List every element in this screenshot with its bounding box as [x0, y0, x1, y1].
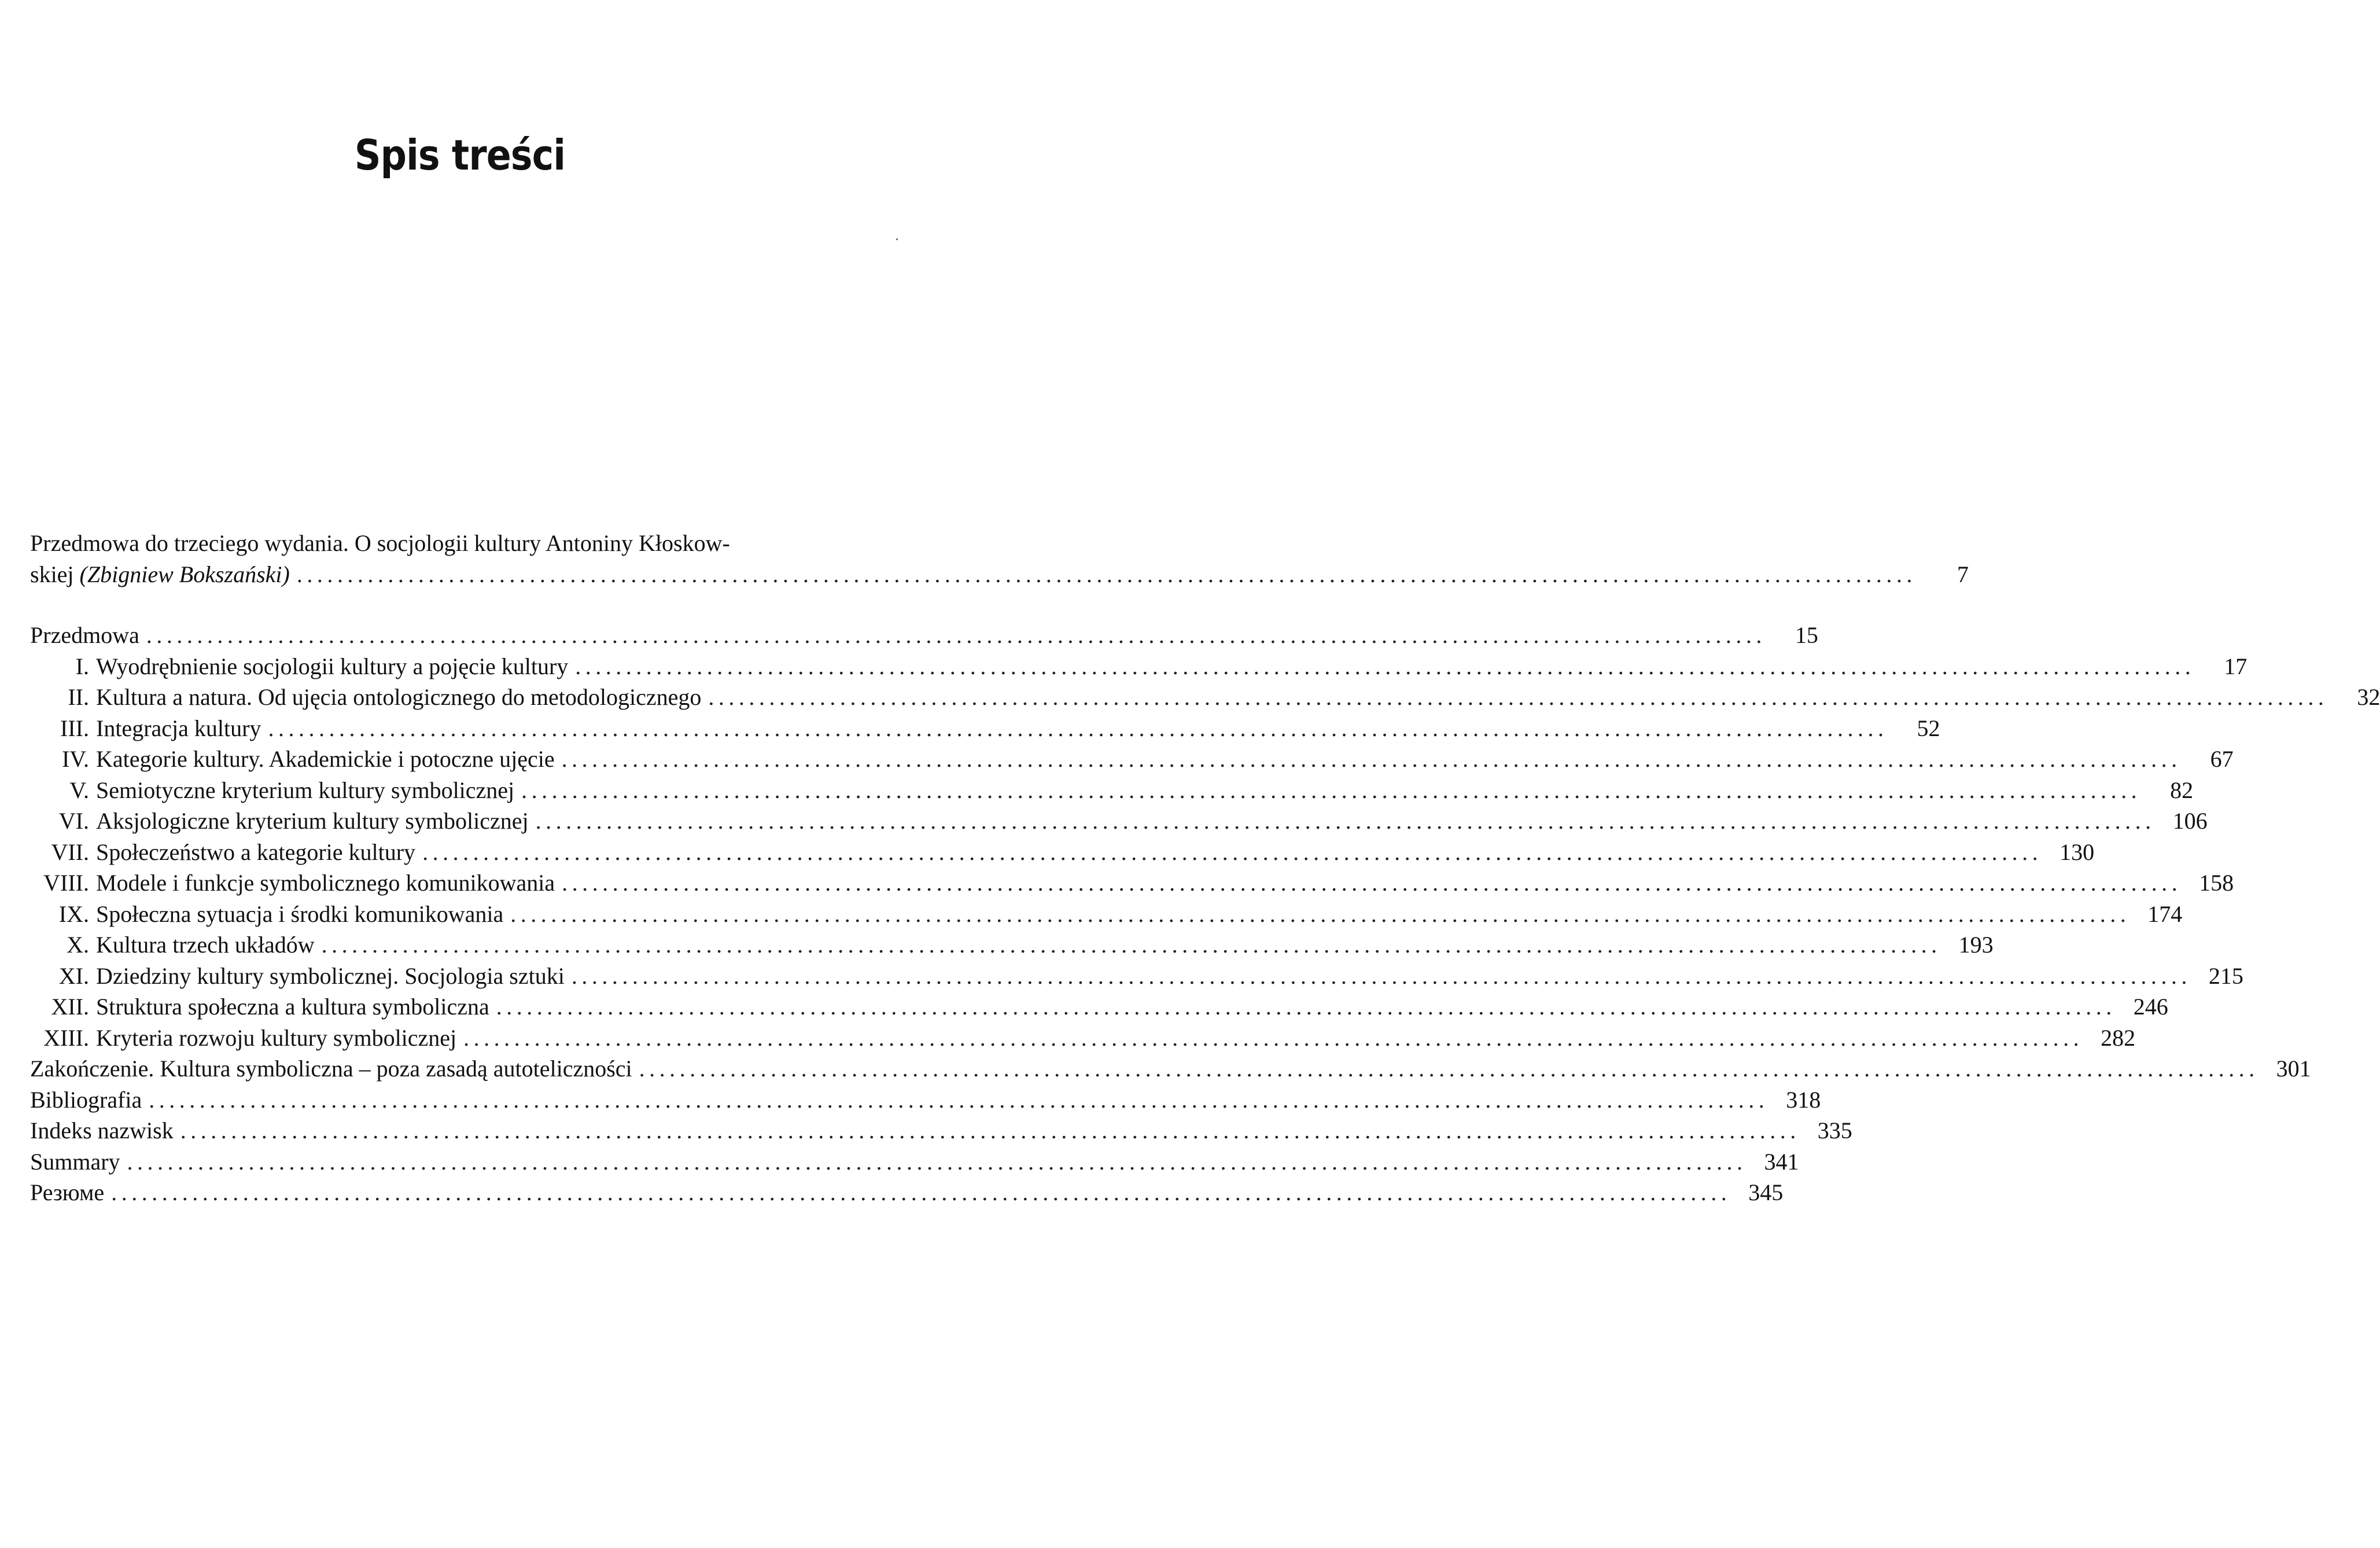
toc-entry-text: Indeks nazwisk — [30, 1117, 174, 1143]
toc-entry — [30, 867, 2234, 899]
toc-entry — [30, 775, 2194, 806]
toc-entry — [30, 1084, 1821, 1116]
toc-leader-dots: ................................................................................................................................................................ — [510, 900, 2131, 927]
toc-entry-text: Społeczeństwo a kategorie kultury — [96, 839, 416, 865]
toc-chapter-number: VIII. — [43, 870, 89, 896]
toc-entry — [30, 1053, 2311, 1084]
toc-leader-dots: ................................................................................................................................................................ — [496, 994, 2116, 1020]
toc-entry-text: Резюме — [30, 1179, 105, 1205]
toc-entry-text: Społeczna sytuacja i środki komunikowania — [96, 900, 504, 927]
toc-page-number: 246 — [2133, 994, 2168, 1020]
toc-entry — [30, 713, 1940, 744]
toc-page-number: 67 — [2210, 746, 2234, 772]
toc-page-number: 341 — [1764, 1148, 1799, 1175]
toc-entry — [30, 1115, 1852, 1146]
toc-chapter-number: VII. — [51, 839, 89, 865]
toc-chapter-number: IX. — [58, 900, 89, 927]
toc-page-number: 7 — [1957, 561, 1969, 587]
toc-entry-text: Przedmowa do trzeciego wydania. O socjologii kultury Antoniny Kłoskow- — [30, 530, 730, 556]
toc-leader-dots: ................................................................................................................................................................ — [561, 746, 2182, 772]
toc-leader-dots: ................................................................................................................................................................ — [708, 684, 2329, 710]
toc-leader-dots: ................................................................................................................................................................ — [571, 962, 2191, 989]
toc-entry-text: Bibliografia — [30, 1086, 142, 1113]
toc-page-number: 345 — [1748, 1179, 1784, 1205]
toc-leader-dots: ................................................................................................................................................................ — [268, 715, 1888, 741]
toc-entry — [30, 1177, 1784, 1208]
toc-page-number: 318 — [1786, 1086, 1821, 1113]
toc-entry-author: (Zbigniew Bokszański) — [79, 561, 290, 587]
table-of-contents — [30, 528, 2380, 1208]
toc-leader-dots: ................................................................................................................................................................ — [521, 777, 2142, 803]
toc-entry-text: skiej (Zbigniew Bokszański) — [30, 561, 290, 587]
toc-leader-dots: ................................................................................................................................................................ — [146, 622, 1766, 648]
toc-entry-text: Struktura społeczna a kultura symboliczna — [96, 994, 489, 1020]
toc-page-number: 335 — [1817, 1117, 1852, 1143]
toc-chapter-number: V. — [69, 777, 89, 803]
toc-entries — [30, 620, 2380, 1208]
toc-entry — [30, 682, 2380, 713]
page-title: Spis treści — [354, 131, 566, 179]
toc-page-number: 52 — [1917, 715, 1940, 741]
toc-leader-dots: ................................................................................................................................................................ — [296, 561, 1917, 587]
toc-entry — [30, 620, 1818, 651]
toc-entry-text: Kryteria rozwoju kultury symbolicznej — [96, 1024, 457, 1051]
toc-entry — [30, 806, 2208, 837]
toc-page-number: 130 — [2060, 839, 2095, 865]
toc-entry — [30, 1023, 2136, 1054]
toc-entry — [30, 744, 2234, 775]
toc-page-number: 82 — [2170, 777, 2194, 803]
toc-leader-dots: ................................................................................................................................................................ — [127, 1148, 1747, 1175]
toc-leader-dots: ................................................................................................................................................................ — [535, 808, 2156, 834]
toc-leader-dots: ................................................................................................................................................................ — [639, 1056, 2259, 1082]
toc-leader-dots: ................................................................................................................................................................ — [321, 932, 1941, 958]
toc-chapter-number: III. — [60, 715, 89, 741]
toc-entry-preface-third-edition — [30, 528, 1969, 590]
toc-entry — [30, 651, 2248, 682]
toc-entry-text: Kultura a natura. Od ujęcia ontologicznego do metodologicznego — [96, 684, 702, 710]
toc-entry — [30, 929, 1994, 961]
toc-leader-dots: ................................................................................................................................................................ — [149, 1086, 1769, 1113]
toc-leader-dots: ................................................................................................................................................................ — [422, 839, 2043, 865]
toc-chapter-number: XII. — [51, 994, 89, 1020]
toc-chapter-number: XI. — [58, 962, 89, 989]
toc-page-number: 193 — [1958, 932, 1994, 958]
toc-entry-text: Wyodrębnienie socjologii kultury a pojęcie kultury — [96, 653, 569, 679]
toc-entry-text: Summary — [30, 1148, 120, 1175]
toc-leader-dots: ................................................................................................................................................................ — [463, 1024, 2084, 1051]
toc-spacer — [30, 590, 899, 620]
scan-speck — [896, 238, 898, 240]
toc-chapter-number: XIII. — [43, 1024, 89, 1051]
toc-entry — [30, 899, 2183, 930]
toc-entry-text: Aksjologiczne kryterium kultury symbolicznej — [96, 808, 529, 834]
toc-entry — [30, 837, 2095, 868]
toc-page-number: 17 — [2224, 653, 2248, 679]
toc-entry-text: Zakończenie. Kultura symboliczna – poza zasadą autoteliczności — [30, 1056, 632, 1082]
toc-entry-text: Przedmowa — [30, 622, 139, 648]
toc-page-number: 301 — [2276, 1056, 2311, 1082]
toc-page-number: 32 — [2357, 684, 2380, 710]
toc-chapter-number: IV. — [61, 746, 89, 772]
toc-chapter-number: I. — [75, 653, 89, 679]
toc-entry-text: Semiotyczne kryterium kultury symbolicznej — [96, 777, 515, 803]
toc-page-number: 106 — [2172, 808, 2208, 834]
toc-leader-dots: ................................................................................................................................................................ — [575, 653, 2195, 679]
toc-page-number: 158 — [2199, 870, 2234, 896]
toc-chapter-number: VI. — [58, 808, 89, 834]
toc-page-number: 282 — [2101, 1024, 2136, 1051]
toc-chapter-number: II. — [68, 684, 89, 710]
toc-page-number: 174 — [2147, 900, 2183, 927]
toc-page-number: 15 — [1795, 622, 1818, 648]
toc-entry-text: Dziedziny kultury symbolicznej. Socjologia sztuki — [96, 962, 565, 989]
toc-entry-text: Kultura trzech układów — [96, 932, 315, 958]
toc-entry-text: Kategorie kultury. Akademickie i potoczne ujęcie — [96, 746, 555, 772]
toc-entry-text: Modele i funkcje symbolicznego komunikowania — [96, 870, 555, 896]
toc-leader-dots: ................................................................................................................................................................ — [562, 870, 2182, 896]
toc-entry — [30, 991, 2168, 1023]
toc-page-number: 215 — [2208, 962, 2243, 989]
toc-entry-text: Integracja kultury — [96, 715, 261, 741]
toc-leader-dots: ................................................................................................................................................................ — [180, 1117, 1800, 1143]
toc-leader-dots: ................................................................................................................................................................ — [111, 1179, 1731, 1205]
toc-entry — [30, 961, 2243, 992]
toc-entry — [30, 1146, 1799, 1178]
toc-chapter-number: X. — [67, 932, 89, 958]
